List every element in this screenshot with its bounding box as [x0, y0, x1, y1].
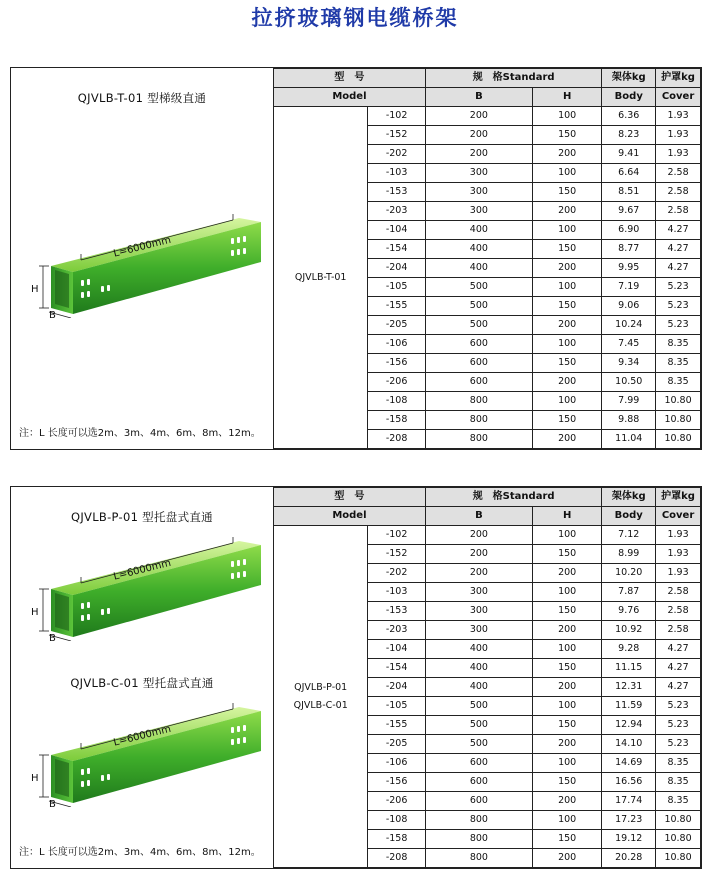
- width-cell: 500: [425, 735, 532, 754]
- header-body-cn: 架体kg: [602, 488, 656, 507]
- cover-weight-cell: 8.35: [656, 373, 701, 392]
- header-spec-cn: 规 格Standard: [425, 488, 602, 507]
- model-code-cell: -208: [368, 430, 425, 449]
- cover-weight-cell: 5.23: [656, 316, 701, 335]
- header-b: B: [425, 88, 532, 107]
- width-cell: 500: [425, 316, 532, 335]
- cover-weight-cell: 5.23: [656, 697, 701, 716]
- cover-weight-cell: 8.35: [656, 335, 701, 354]
- cover-weight-cell: 10.80: [656, 830, 701, 849]
- body-weight-cell: 6.64: [602, 164, 656, 183]
- header-b: B: [425, 507, 532, 526]
- cover-weight-cell: 2.58: [656, 183, 701, 202]
- body-weight-cell: 17.23: [602, 811, 656, 830]
- model-label-cell: [274, 526, 368, 868]
- cover-weight-cell: 4.27: [656, 240, 701, 259]
- height-cell: 100: [532, 754, 601, 773]
- body-weight-cell: 10.24: [602, 316, 656, 335]
- body-weight-cell: 8.77: [602, 240, 656, 259]
- header-model-cn: 型 号: [274, 488, 426, 507]
- width-cell: 300: [425, 583, 532, 602]
- panel2-title-c: QJVLB-C-01 型托盘式直通: [70, 676, 214, 690]
- width-cell: 800: [425, 830, 532, 849]
- width-cell: 500: [425, 697, 532, 716]
- table-row: [274, 107, 701, 126]
- height-cell: 200: [532, 259, 601, 278]
- table-row: [274, 526, 701, 545]
- length-label: L=6000mm: [112, 723, 173, 749]
- width-cell: 600: [425, 373, 532, 392]
- height-cell: 100: [532, 811, 601, 830]
- header-cover-en: Cover: [656, 88, 701, 107]
- width-cell: 200: [425, 126, 532, 145]
- model-code-cell: -108: [368, 392, 425, 411]
- width-cell: 800: [425, 811, 532, 830]
- model-code-cell: -154: [368, 659, 425, 678]
- page-title: 拉挤玻璃钢电缆桥架: [251, 5, 459, 30]
- model-code-cell: -202: [368, 145, 425, 164]
- body-weight-cell: 12.94: [602, 716, 656, 735]
- model-code-cell: -105: [368, 278, 425, 297]
- cover-weight-cell: 4.27: [656, 640, 701, 659]
- width-cell: 500: [425, 716, 532, 735]
- cover-weight-cell: 2.58: [656, 602, 701, 621]
- height-cell: 100: [532, 583, 601, 602]
- height-cell: 150: [532, 126, 601, 145]
- body-weight-cell: 7.45: [602, 335, 656, 354]
- height-label: H: [31, 607, 39, 618]
- width-cell: 600: [425, 773, 532, 792]
- panel-tray-type: [10, 486, 702, 869]
- height-cell: 100: [532, 697, 601, 716]
- width-cell: 400: [425, 678, 532, 697]
- height-cell: 100: [532, 392, 601, 411]
- model-code-cell: -154: [368, 240, 425, 259]
- height-cell: 150: [532, 830, 601, 849]
- width-cell: 800: [425, 430, 532, 449]
- body-weight-cell: 10.92: [602, 621, 656, 640]
- body-weight-cell: 7.87: [602, 583, 656, 602]
- height-cell: 100: [532, 640, 601, 659]
- cover-weight-cell: 2.58: [656, 164, 701, 183]
- height-cell: 200: [532, 678, 601, 697]
- width-cell: 600: [425, 792, 532, 811]
- width-cell: 600: [425, 354, 532, 373]
- height-cell: 200: [532, 564, 601, 583]
- height-cell: 150: [532, 773, 601, 792]
- cover-weight-cell: 2.58: [656, 202, 701, 221]
- height-cell: 150: [532, 354, 601, 373]
- tray-drawing-c: [21, 697, 271, 807]
- body-weight-cell: 9.95: [602, 259, 656, 278]
- header-cover-cn: 护罩kg: [656, 488, 701, 507]
- width-cell: 200: [425, 564, 532, 583]
- model-code-cell: -102: [368, 107, 425, 126]
- height-cell: 100: [532, 335, 601, 354]
- length-label: L=6000mm: [112, 557, 173, 583]
- body-weight-cell: 14.10: [602, 735, 656, 754]
- header-cover-en: Cover: [656, 507, 701, 526]
- height-cell: 150: [532, 240, 601, 259]
- panel1-spec-table: [273, 68, 701, 449]
- body-weight-cell: 9.34: [602, 354, 656, 373]
- cover-weight-cell: 10.80: [656, 849, 701, 868]
- panel2-left: [11, 487, 273, 868]
- model-code-cell: -152: [368, 126, 425, 145]
- width-label: B: [49, 310, 56, 318]
- height-cell: 200: [532, 316, 601, 335]
- model-code-cell: -158: [368, 830, 425, 849]
- width-cell: 400: [425, 659, 532, 678]
- width-cell: 200: [425, 107, 532, 126]
- height-cell: 100: [532, 164, 601, 183]
- model-label: QJVLB-C-01: [293, 699, 348, 711]
- model-code-cell: -208: [368, 849, 425, 868]
- width-cell: 800: [425, 849, 532, 868]
- model-code-cell: -203: [368, 202, 425, 221]
- body-weight-cell: 12.31: [602, 678, 656, 697]
- panel2-title-p: QJVLB-P-01 型托盘式直通: [71, 510, 213, 524]
- height-cell: 200: [532, 430, 601, 449]
- header-model-cn: 型 号: [274, 69, 426, 88]
- header-body-en: Body: [602, 507, 656, 526]
- width-cell: 300: [425, 164, 532, 183]
- height-cell: 200: [532, 735, 601, 754]
- width-cell: 300: [425, 183, 532, 202]
- body-weight-cell: 10.50: [602, 373, 656, 392]
- height-cell: 100: [532, 278, 601, 297]
- body-weight-cell: 14.69: [602, 754, 656, 773]
- panel-ladder-tray: [10, 67, 702, 450]
- model-code-cell: -155: [368, 297, 425, 316]
- cover-weight-cell: 1.93: [656, 145, 701, 164]
- height-cell: 200: [532, 621, 601, 640]
- tray-drawing-p: [21, 531, 271, 641]
- height-cell: 100: [532, 221, 601, 240]
- model-code-cell: -202: [368, 564, 425, 583]
- model-code-cell: -204: [368, 678, 425, 697]
- model-code-cell: -104: [368, 640, 425, 659]
- header-model-en: Model: [274, 507, 426, 526]
- body-weight-cell: 9.41: [602, 145, 656, 164]
- body-weight-cell: 11.59: [602, 697, 656, 716]
- body-weight-cell: 9.67: [602, 202, 656, 221]
- cover-weight-cell: 1.93: [656, 126, 701, 145]
- body-weight-cell: 8.99: [602, 545, 656, 564]
- height-cell: 150: [532, 411, 601, 430]
- width-cell: 500: [425, 297, 532, 316]
- width-cell: 400: [425, 640, 532, 659]
- height-cell: 200: [532, 373, 601, 392]
- panel1-note: 注：L 长度可以选2m、3m、4m、6m、8m、12m。: [19, 428, 261, 439]
- model-code-cell: -103: [368, 164, 425, 183]
- height-cell: 150: [532, 183, 601, 202]
- width-cell: 200: [425, 545, 532, 564]
- width-cell: 800: [425, 392, 532, 411]
- width-cell: 300: [425, 602, 532, 621]
- cover-weight-cell: 5.23: [656, 735, 701, 754]
- model-code-cell: -105: [368, 697, 425, 716]
- model-code-cell: -153: [368, 183, 425, 202]
- cover-weight-cell: 5.23: [656, 716, 701, 735]
- height-cell: 200: [532, 145, 601, 164]
- body-weight-cell: 9.06: [602, 297, 656, 316]
- model-code-cell: -103: [368, 583, 425, 602]
- panel1-left: [11, 68, 273, 449]
- model-code-cell: -153: [368, 602, 425, 621]
- cover-weight-cell: 5.23: [656, 297, 701, 316]
- width-cell: 600: [425, 335, 532, 354]
- cover-weight-cell: 8.35: [656, 754, 701, 773]
- panel2-spec-table: [273, 487, 701, 868]
- height-cell: 100: [532, 107, 601, 126]
- header-h: H: [532, 88, 601, 107]
- model-code-cell: -203: [368, 621, 425, 640]
- header-body-cn: 架体kg: [602, 69, 656, 88]
- width-cell: 800: [425, 411, 532, 430]
- cover-weight-cell: 5.23: [656, 278, 701, 297]
- model-code-cell: -108: [368, 811, 425, 830]
- cover-weight-cell: 1.93: [656, 526, 701, 545]
- cover-weight-cell: 10.80: [656, 430, 701, 449]
- body-weight-cell: 16.56: [602, 773, 656, 792]
- height-cell: 150: [532, 659, 601, 678]
- panel1-title: QJVLB-T-01 型梯级直通: [77, 91, 207, 105]
- body-weight-cell: 20.28: [602, 849, 656, 868]
- height-label: H: [31, 773, 39, 784]
- body-weight-cell: 9.76: [602, 602, 656, 621]
- height-cell: 200: [532, 792, 601, 811]
- model-code-cell: -156: [368, 773, 425, 792]
- cover-weight-cell: 4.27: [656, 221, 701, 240]
- model-code-cell: -205: [368, 316, 425, 335]
- model-code-cell: -206: [368, 792, 425, 811]
- width-cell: 200: [425, 145, 532, 164]
- model-code-cell: -205: [368, 735, 425, 754]
- height-cell: 200: [532, 849, 601, 868]
- height-cell: 150: [532, 297, 601, 316]
- body-weight-cell: 11.15: [602, 659, 656, 678]
- model-label: QJVLB-T-01: [294, 271, 347, 283]
- header-body-en: Body: [602, 88, 656, 107]
- height-cell: 200: [532, 202, 601, 221]
- model-code-cell: -106: [368, 754, 425, 773]
- width-cell: 600: [425, 754, 532, 773]
- panel2-note: 注：L 长度可以选2m、3m、4m、6m、8m、12m。: [19, 847, 261, 858]
- model-label: QJVLB-P-01: [294, 681, 348, 693]
- height-cell: 150: [532, 716, 601, 735]
- cover-weight-cell: 8.35: [656, 773, 701, 792]
- model-label-cell: [274, 107, 368, 449]
- cover-weight-cell: 8.35: [656, 792, 701, 811]
- header-cover-cn: 护罩kg: [656, 69, 701, 88]
- width-cell: 400: [425, 240, 532, 259]
- body-weight-cell: 6.90: [602, 221, 656, 240]
- header-h: H: [532, 507, 601, 526]
- model-code-cell: -206: [368, 373, 425, 392]
- width-cell: 400: [425, 221, 532, 240]
- body-weight-cell: 10.20: [602, 564, 656, 583]
- cover-weight-cell: 2.58: [656, 621, 701, 640]
- cover-weight-cell: 2.58: [656, 583, 701, 602]
- length-label: L=6000mm: [112, 234, 173, 260]
- cover-weight-cell: 1.93: [656, 564, 701, 583]
- width-label: B: [49, 633, 56, 641]
- height-cell: 150: [532, 602, 601, 621]
- height-cell: 150: [532, 545, 601, 564]
- model-code-cell: -158: [368, 411, 425, 430]
- body-weight-cell: 17.74: [602, 792, 656, 811]
- cover-weight-cell: 10.80: [656, 411, 701, 430]
- ladder-tray-drawing: [21, 208, 271, 318]
- cover-weight-cell: 10.80: [656, 811, 701, 830]
- cover-weight-cell: 4.27: [656, 678, 701, 697]
- cover-weight-cell: 4.27: [656, 659, 701, 678]
- height-label: H: [31, 284, 39, 295]
- body-weight-cell: 6.36: [602, 107, 656, 126]
- body-weight-cell: 7.99: [602, 392, 656, 411]
- body-weight-cell: 7.19: [602, 278, 656, 297]
- model-code-cell: -204: [368, 259, 425, 278]
- width-cell: 200: [425, 526, 532, 545]
- body-weight-cell: 9.88: [602, 411, 656, 430]
- model-code-cell: -155: [368, 716, 425, 735]
- body-weight-cell: 8.23: [602, 126, 656, 145]
- model-code-cell: -102: [368, 526, 425, 545]
- width-cell: 300: [425, 202, 532, 221]
- cover-weight-cell: 10.80: [656, 392, 701, 411]
- model-code-cell: -156: [368, 354, 425, 373]
- cover-weight-cell: 8.35: [656, 354, 701, 373]
- model-code-cell: -106: [368, 335, 425, 354]
- body-weight-cell: 7.12: [602, 526, 656, 545]
- body-weight-cell: 9.28: [602, 640, 656, 659]
- model-code-cell: -152: [368, 545, 425, 564]
- cover-weight-cell: 4.27: [656, 259, 701, 278]
- width-cell: 400: [425, 259, 532, 278]
- height-cell: 100: [532, 526, 601, 545]
- cover-weight-cell: 1.93: [656, 107, 701, 126]
- width-label: B: [49, 799, 56, 807]
- header-spec-cn: 规 格Standard: [425, 69, 602, 88]
- cover-weight-cell: 1.93: [656, 545, 701, 564]
- width-cell: 500: [425, 278, 532, 297]
- width-cell: 300: [425, 621, 532, 640]
- header-model-en: Model: [274, 88, 426, 107]
- body-weight-cell: 19.12: [602, 830, 656, 849]
- body-weight-cell: 8.51: [602, 183, 656, 202]
- body-weight-cell: 11.04: [602, 430, 656, 449]
- model-code-cell: -104: [368, 221, 425, 240]
